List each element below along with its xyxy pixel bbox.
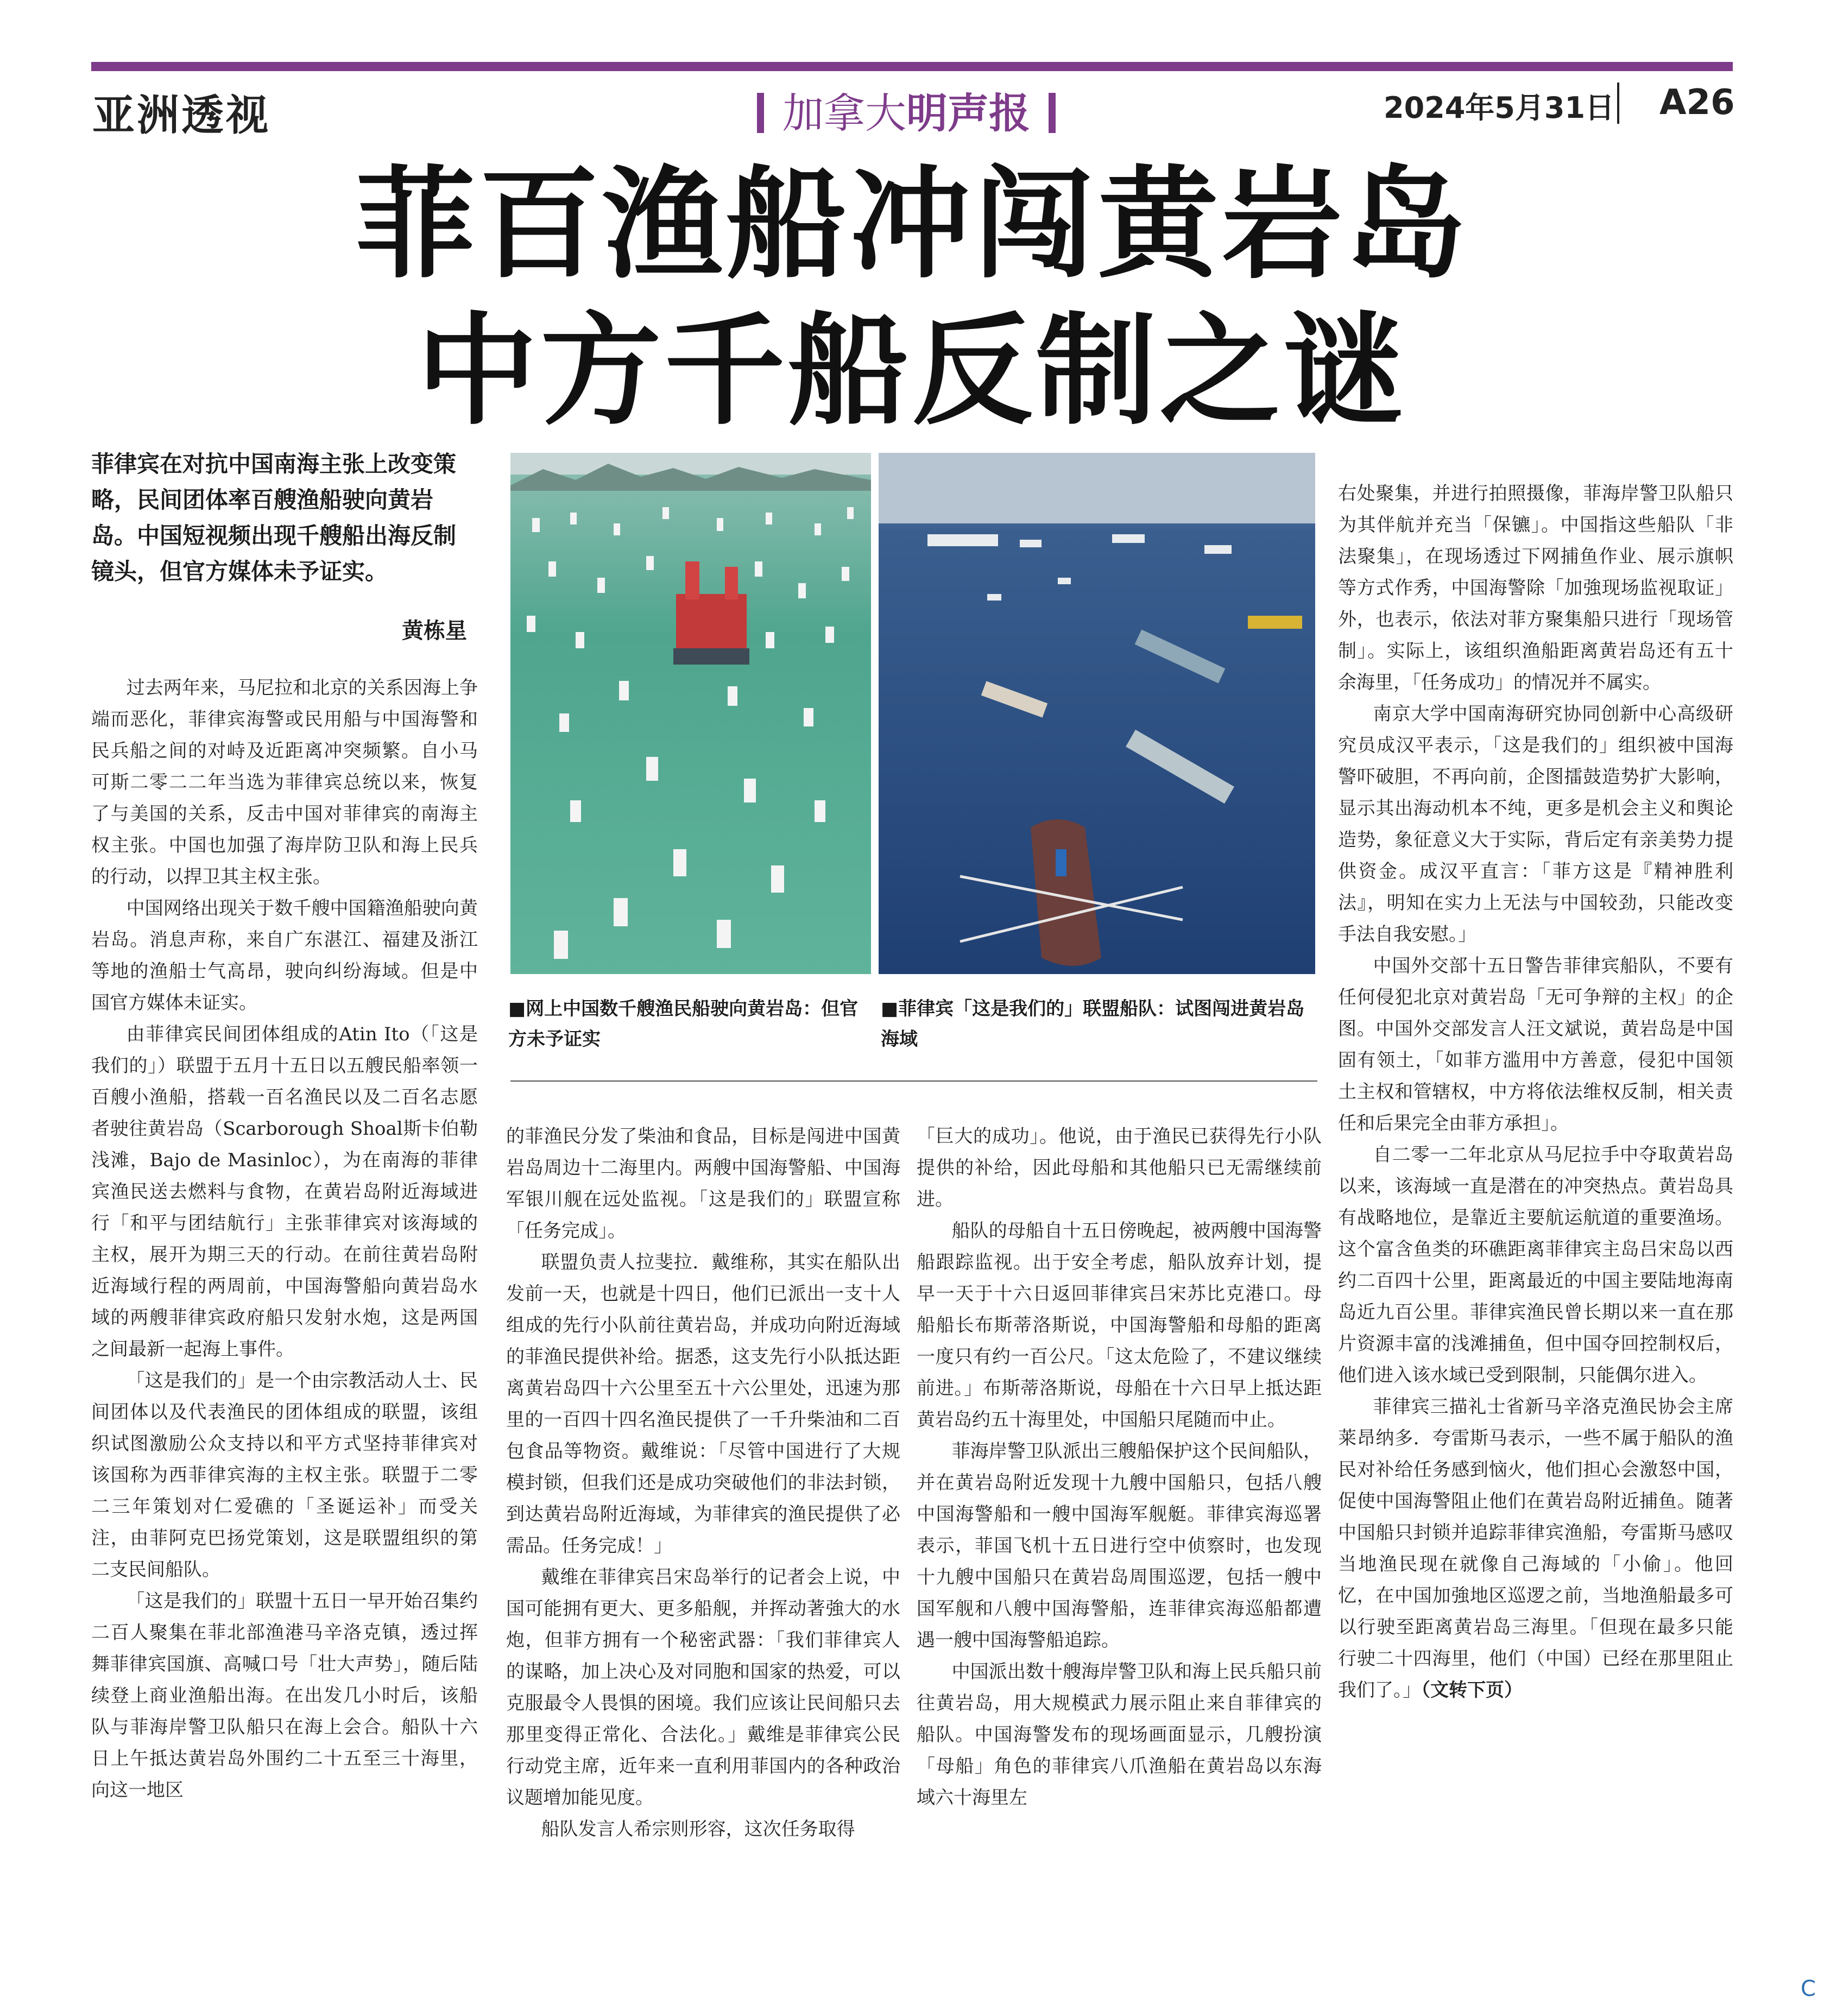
paragraph: 船队发言人希宗则形容，这次任务取得 [541,1818,855,1840]
article-column-3 [917,1121,1322,2013]
masthead-brand: 加拿大 [782,89,906,137]
article-column-1 [91,672,478,2013]
article-column-4 [1338,478,1733,2013]
paragraph: 中国网络出现关于数千艘中国籍渔船驶向黄岩岛。消息声称，来自广东湛江、福建及浙江等地的渔船士气高昂，驶向纠纷海域。但是中国官方媒体未证实。 [91,898,478,1014]
paragraph: 的菲渔民分发了柴油和食品，目标是闯进中国黄岩岛周边十二海里内。两艘中国海警船、中国海军银川舰在远处监视。「这是我们的」联盟宣称「任务完成」。 [506,1126,900,1242]
paragraph-text: 菲律宾三描礼士省新马辛洛克渔民协会主席莱昂纳多．夸雷斯马表示，一些不属于船队的渔民对补给任务感到恼火，他们担心会激怒中国，促使中国海警阻止他们在黄岩岛附近捕鱼。随著中国船只封锁并追踪菲律宾渔船，夸雷斯马感叹当地渔民现在就像自己海域的「小偷」。他回忆，在中国加強地区巡逻之前，当地渔船最多可以行驶至距离黄岩岛三海里。「但现在最多只能行驶二十四海里，他们（中国）已经在那里阻止我们了。」 [1338,1396,1733,1701]
photo-caption-2: ■菲律宾「这是我们的」联盟船队：试图闯进黄岩岛海域 [881,998,1305,1050]
headline-line-2: 中方千船反制之谜 [416,301,1408,441]
photo-chinese-fishing-fleet-image [510,453,871,974]
masthead-name: 明声报 [906,89,1030,137]
paragraph: 「这是我们的」是一个由宗教活动人士、民间团体以及代表渔民的团体组成的联盟，该组织试图激励公众支持以和平方式坚持菲律宾对该国称为西菲律宾海的主权主张。联盟于二零二三年策划对仁爱礁的「圣诞运补」而受关注，由菲阿克巴扬党策划，这是联盟组织的第二支民间船队。 [91,1370,478,1581]
paragraph: 由菲律宾民间团体组成的Atin Ito（「这是我们的」）联盟于五月十五日以五艘民船率领一百艘小渔船，搭载一百名渔民以及二百名志愿者驶往黄岩岛（Scarborough Shoal斯卡伯勒浅滩，Bajo de Masinloc），为在南海的菲律宾渔民送去燃料与食物，在黄岩岛附近海域进行「和平与团结航行」主张菲律宾对该海域的主权，展开为期三天的行动。在前往黄岩岛附近海域行程的两周前，中国海警船向黄岩岛水域的两艘菲律宾政府船只发射水炮，这是两国之间最新一起海上事件。 [91,1023,478,1360]
paragraph: 过去两年来，马尼拉和北京的关系因海上争端而恶化，菲律宾海警或民用船与中国海警和民兵船之间的对峙及近距离冲突频繁。自小马可斯二零二二年当选为菲律宾总统以来，恢复了与美国的关系，反击中国对菲律宾的南海主权主张。中国也加强了海岸防卫队和海上民兵的行动，以捍卫其主权主张。 [91,677,478,888]
corner-mark: C [1801,1976,1816,2001]
article-column-2 [506,1121,900,2013]
top-accent-bar [91,62,1733,71]
paragraph [1338,1391,1733,1706]
caption-divider [510,1080,1317,1082]
paragraph: 右处聚集，并进行拍照摄像，菲海岸警卫队船只为其伴航并充当「保镳」。中国指这些船队「非法聚集」，在现场透过下网捕鱼作业、展示旗帜等方式作秀，中国海警除「加強现场监视取证」外，也表示，依法对菲方聚集船只进行「现场管制」。实际上，该组织渔船距离黄岩岛还有五十余海里，「任务成功」的情况并不属实。 [1338,483,1733,693]
paragraph: 南京大学中国南海研究协同创新中心高级研究员成汉平表示，「这是我们的」组织被中国海警吓破胆，不再向前，企图擂鼓造势扩大影响，显示其出海动机本不纯，更多是机会主义和舆论造势，象征意义大于实际，背后定有亲美势力提供资金。成汉平直言：「菲方这是『精神胜利法』，明知在实力上无法与中国较劲，只能改变手法自我安慰。」 [1338,703,1733,945]
masthead [739,80,1074,140]
photo-philippine-boats [879,453,1315,974]
paragraph: 中国外交部十五日警告菲律宾船队，不要有任何侵犯北京对黄岩岛「无可争辩的主权」的企图。中国外交部发言人汪文斌说，黄岩岛是中国固有领土，「如菲方滥用中方善意，侵犯中国领土主权和管辖权，中方将依法维权反制，相关责任和后果完全由菲方承担」。 [1338,955,1733,1134]
issue-date: 2024年5月31日 [1384,91,1615,125]
byline: 黄栋星 [402,618,467,643]
paragraph: 联盟负责人拉斐拉．戴维称，其实在船队出发前一天，也就是十四日，他们已派出一支十人组成的先行小队前往黄岩岛，并成功向附近海域的菲渔民提供补给。据悉，这支先行小队抵达距离黄岩岛四十六公里至五十六公里处，迅速为那里的一百四十四名渔民提供了一千升柴油和二百包食品等物资。戴维说：「尽管中国进行了大规模封锁，但我们还是成功突破他们的非法封锁，到达黄岩岛附近海域，为菲律宾的渔民提供了必需品。任务完成！」 [506,1252,900,1557]
paragraph: 菲海岸警卫队派出三艘船保护这个民间船队，并在黄岩岛附近发现十九艘中国船只，包括八艘中国海警船和一艘中国海军舰艇。菲律宾海巡署表示，菲国飞机十五日进行空中侦察时，也发现十九艘中国船只在黄岩岛周围巡逻，包括一艘中国军舰和八艘中国海警船，连菲律宾海巡船都遭遇一艘中国海警船追踪。 [917,1440,1322,1651]
continued-note: （文转下页） [1421,1679,1523,1701]
masthead-bar-left [757,93,764,133]
page-number: A26 [1659,83,1735,123]
photo-chinese-fishing-fleet [510,453,871,974]
paragraph: 「这是我们的」联盟十五日一早开始召集约二百人聚集在菲北部渔港马辛洛克镇，透过挥舞菲律宾国旗、高喊口号「壮大声势」，随后陆续登上商业渔船出海。在出发几小时后，该船队与菲海岸警卫队船只在海上会合。船队十六日上午抵达黄岩岛外围约二十五至三十海里，向这一地区 [91,1590,478,1801]
paragraph: 自二零一二年北京从马尼拉手中夺取黄岩岛以来，该海域一直是潜在的冲突热点。黄岩岛具有战略地位，是靠近主要航运航道的重要渔场。这个富含鱼类的环礁距离菲律宾主岛吕宋岛以西约二百四十公里，距离最近的中国主要陆地海南岛近九百公里。菲律宾渔民曾长期以来一直在那片资源丰富的浅滩捕鱼，但中国夺回控制权后，他们进入该水域已受到限制，只能偶尔进入。 [1338,1144,1733,1386]
photo-philippine-boats-image [879,453,1315,974]
headline-line-1: 菲百渔船冲闯黄岩岛 [355,155,1469,295]
paragraph: 船队的母船自十五日傍晚起，被两艘中国海警船跟踪监视。出于安全考虑，船队放弃计划，提早一天于十六日返回菲律宾吕宋苏比克港口。母船船长布斯蒂洛斯说，中国海警船和母船的距离一度只有约一百公尺。「这太危险了，不建议继续前进。」布斯蒂洛斯说，母船在十六日早上抵达距黄岩岛约五十海里处，中国船只尾随而中止。 [917,1220,1322,1431]
masthead-bar-right [1049,93,1056,133]
photo-caption-1: ■网上中国数千艘渔民船驶向黄岩岛：但官方未予证实 [508,998,859,1050]
paragraph: 戴维在菲律宾吕宋岛举行的记者会上说，中国可能拥有更大、更多船舰，并挥动著強大的水炮，但菲方拥有一个秘密武器：「我们菲律宾人的谋略，加上决心及对同胞和国家的热爱，可以克服最令人畏惧的困境。我们应该让民间船只去那里变得正常化、合法化。」戴维是菲律宾公民行动党主席，近年来一直利用菲国内的各种政治议题增加能见度。 [506,1566,900,1809]
paragraph: 中国派出数十艘海岸警卫队和海上民兵船只前往黄岩岛，用大规模武力展示阻止来自菲律宾的船队。中国海警发布的现场画面显示，几艘扮演「母船」角色的菲律宾八爪渔船在黄岩岛以东海域六十海里左 [917,1661,1322,1809]
paragraph: 「巨大的成功」。他说，由于渔民已获得先行小队提供的补给，因此母船和其他船只已无需继续前进。 [917,1126,1322,1210]
lede: 菲律宾在对抗中国南海主张上改变策略，民间团体率百艘渔船驶向黄岩岛。中国短视频出现千艘船出海反制镜头，但官方媒体未予证实。 [91,451,457,585]
section-title: 亚洲透视 [92,91,271,140]
header-divider [1617,83,1619,124]
